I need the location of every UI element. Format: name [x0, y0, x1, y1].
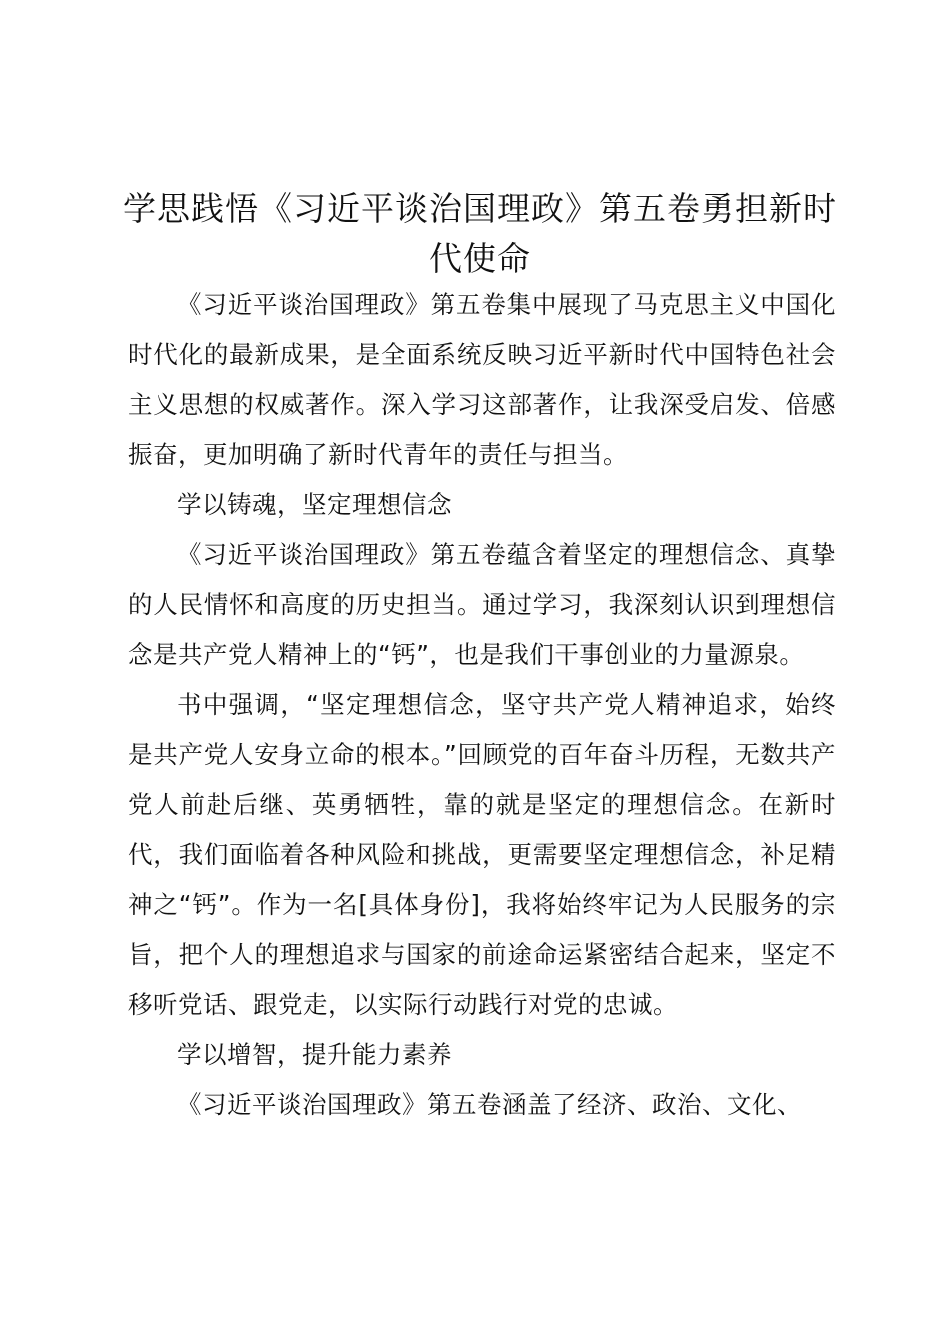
document-body: [128, 280, 836, 1130]
section-heading-1: 学以铸魂，坚定理想信念: [177, 490, 452, 519]
paragraph-faith-2: 书中强调，“坚定理想信念，坚守共产党人精神追求，始终是共产党人安身立命的根本。”回顾党的百年奋斗历程，无数共产党人前赴后继、英勇牺牲，靠的就是坚定的理想信念。在新时代，我们面临着各种风险和挑战，更需要坚定理想信念，补足精神之“钙”。作为一名[具体身份]，我将始终牢记为人民服务的宗旨，把个人的理想追求与国家的前途命运紧密结合起来，坚定不移听党话、跟党走，以实际行动践行对党的忠诚。: [128, 690, 836, 1019]
document-title: 学思践悟《习近平谈治国理政》第五卷勇担新时代使命: [123, 189, 837, 278]
paragraph-intro: 《习近平谈治国理政》第五卷集中展现了马克思主义中国化时代化的最新成果，是全面系统反映习近平新时代中国特色社会主义思想的权威著作。深入学习这部著作，让我深受启发、倍感振奋，更加明确了新时代青年的责任与担当。: [128, 290, 836, 469]
paragraph-wisdom-1: 《习近平谈治国理政》第五卷涵盖了经济、政治、文化、: [177, 1090, 802, 1119]
section-heading-2: 学以增智，提升能力素养: [177, 1040, 452, 1069]
paragraph-faith-1: 《习近平谈治国理政》第五卷蕴含着坚定的理想信念、真挚的人民情怀和高度的历史担当。通过学习，我深刻认识到理想信念是共产党人精神上的“钙”，也是我们干事创业的力量源泉。: [128, 540, 836, 669]
